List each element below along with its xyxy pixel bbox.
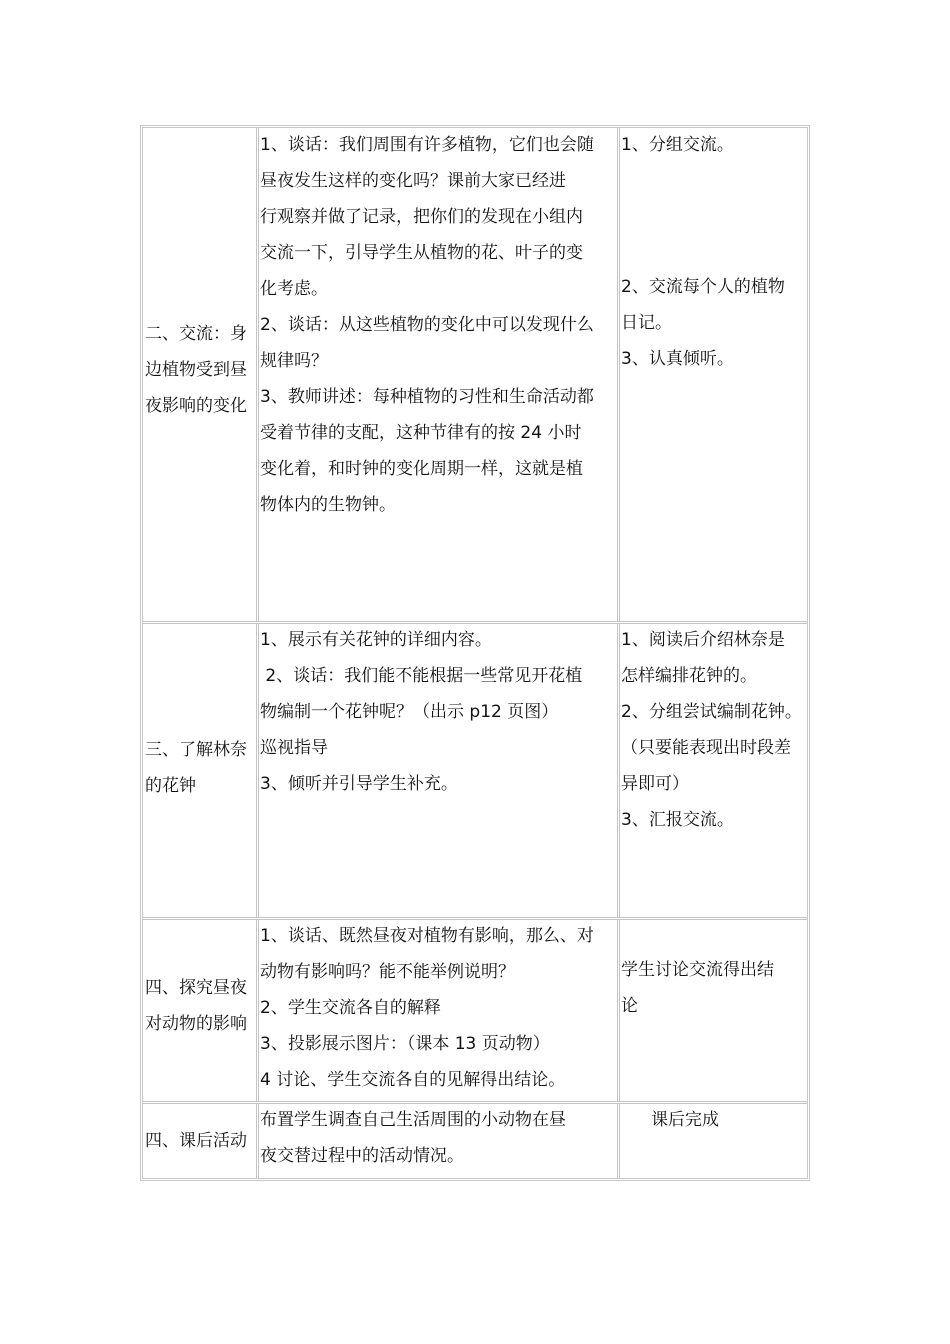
teacher-activity-cell <box>260 918 620 1098</box>
student-text: 1、分组交流。 <box>621 135 734 155</box>
section-cell <box>145 970 257 1042</box>
section-label: 的花钟 <box>145 776 196 796</box>
student-text: 课后完成 <box>651 1110 719 1130</box>
teacher-text: 1、谈话、既然昼夜对植物有影响，那么、对 <box>260 926 594 946</box>
student-text: 3、汇报交流。 <box>621 810 734 830</box>
teacher-text: 3、投影展示图片：（课本 13 页动物） <box>260 1034 550 1054</box>
teacher-text: 2、谈话：从这些植物的变化中可以发现什么 <box>260 315 594 335</box>
teacher-text: 行观察并做了记录，把你们的发现在小组内 <box>260 207 583 227</box>
section-cell <box>145 316 257 424</box>
teacher-text: 动物有影响吗？能不能举例说明？ <box>260 962 515 982</box>
section-cell <box>145 1123 257 1159</box>
teacher-text: 4 讨论、学生交流各自的见解得出结论。 <box>260 1070 566 1090</box>
teacher-text: 2、谈话：我们能不能根据一些常见开花植 <box>260 666 583 686</box>
teacher-text: 3、倾听并引导学生补充。 <box>260 774 458 794</box>
student-activity-cell <box>651 1102 807 1138</box>
section-cell <box>145 732 257 804</box>
teacher-text: 2、学生交流各自的解释 <box>260 998 441 1018</box>
student-text: 2、分组尝试编制花钟。 <box>621 702 802 722</box>
student-activity-cell <box>621 622 807 838</box>
teacher-activity-cell <box>260 127 620 523</box>
student-text: 学生讨论交流得出结 <box>621 960 774 980</box>
teacher-text: 布置学生调查自己生活周围的小动物在昼 <box>260 1110 566 1130</box>
lesson-plan-table <box>140 125 810 1181</box>
student-activity-cell <box>621 269 807 377</box>
section-label: 边植物受到昼 <box>145 360 247 380</box>
teacher-text: 物体内的生物钟。 <box>260 495 396 515</box>
teacher-text: 1、展示有关花钟的详细内容。 <box>260 630 492 650</box>
teacher-text: 变化着，和时钟的变化周期一样，这就是植 <box>260 459 583 479</box>
section-label: 四、探究昼夜 <box>145 978 247 998</box>
section-label: 对动物的影响 <box>145 1014 247 1034</box>
teacher-text: 昼夜发生这样的变化吗？课前大家已经进 <box>260 171 566 191</box>
teacher-text: 巡视指导 <box>260 738 328 758</box>
section-label: 二、交流：身 <box>145 324 247 344</box>
teacher-text: 物编制一个花钟呢？（出示 p12 页图） <box>260 702 559 722</box>
student-text: 怎样编排花钟的。 <box>621 666 757 686</box>
teacher-text: 规律吗？ <box>260 351 328 371</box>
teacher-activity-cell <box>260 1102 620 1174</box>
student-text: 1、阅读后介绍林奈是 <box>621 630 785 650</box>
student-text: 异即可） <box>621 774 689 794</box>
teacher-activity-cell <box>260 622 620 802</box>
student-text: 论 <box>621 996 638 1016</box>
student-text: 3、认真倾听。 <box>621 349 734 369</box>
student-text: 2、交流每个人的植物 <box>621 277 785 297</box>
student-text: 日记。 <box>621 313 672 333</box>
student-activity-cell <box>621 952 807 1024</box>
student-activity-cell <box>621 127 807 163</box>
section-label: 夜影响的变化 <box>145 396 247 416</box>
student-text: （只要能表现出时段差 <box>621 738 791 758</box>
teacher-text: 交流一下，引导学生从植物的花、叶子的变 <box>260 243 583 263</box>
teacher-text: 化考虑。 <box>260 279 328 299</box>
teacher-text: 1、谈话：我们周围有许多植物，它们也会随 <box>260 135 594 155</box>
section-label: 三、了解林奈 <box>145 740 247 760</box>
section-label: 四、课后活动 <box>145 1131 247 1151</box>
teacher-text: 夜交替过程中的活动情况。 <box>260 1146 464 1166</box>
teacher-text: 3、教师讲述：每种植物的习性和生命活动都 <box>260 387 594 407</box>
teacher-text: 受着节律的支配，这种节律有的按 24 小时 <box>260 423 582 443</box>
